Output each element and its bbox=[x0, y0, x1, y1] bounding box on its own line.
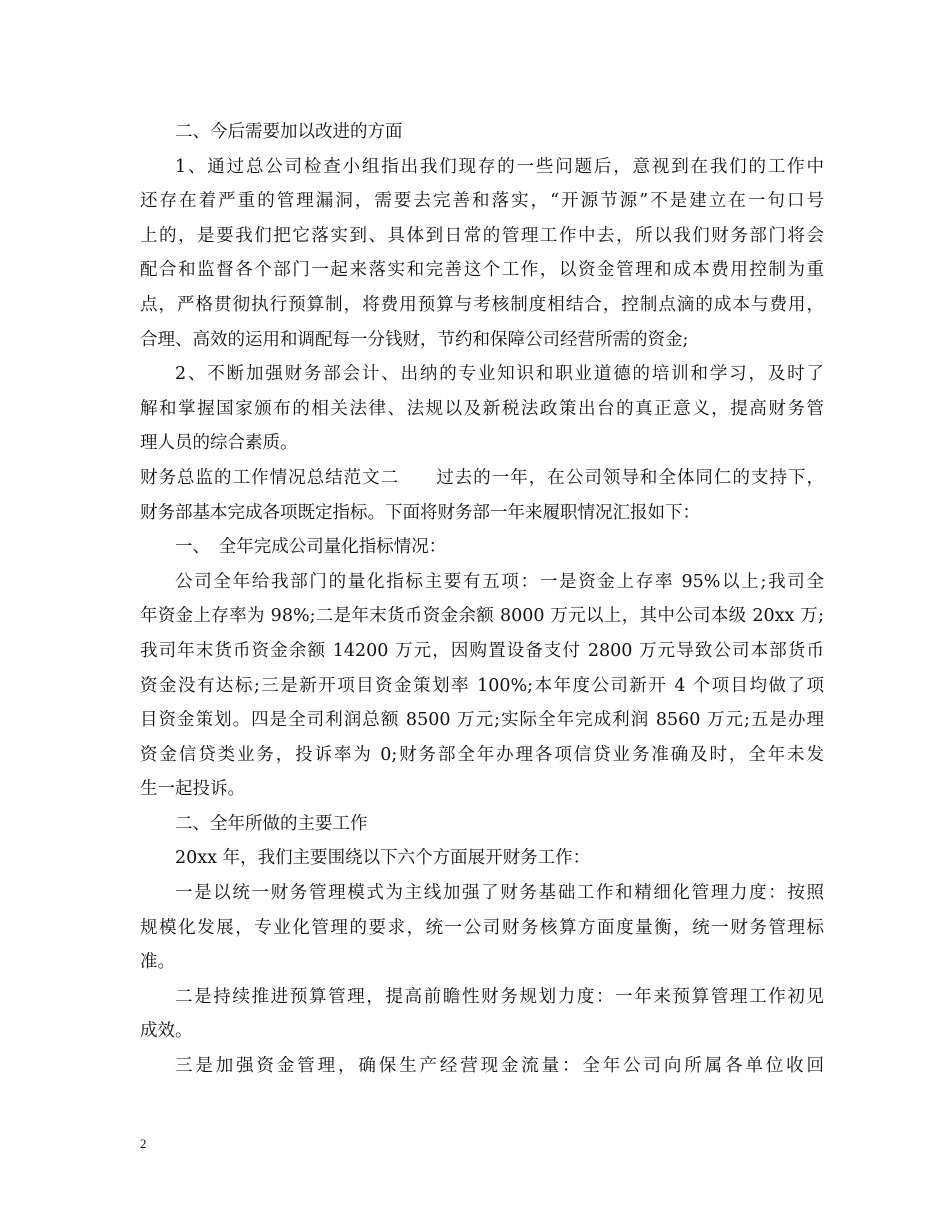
paragraph-line: 资金没有达标;三是新开项目资金策划率 100%;本年度公司新开 4 个项目均做了项 bbox=[140, 675, 824, 696]
paragraph-line: 理人员的综合素质。 bbox=[140, 433, 298, 454]
paragraph-line: 点，严格贯彻执行预算制，将费用预算与考核制度相结合，控制点滴的成本与费用， bbox=[140, 294, 824, 315]
section-heading: 二、今后需要加以改进的方面 bbox=[175, 122, 403, 142]
section-heading: 一、 全年完成公司量化指标情况： bbox=[175, 537, 447, 558]
paragraph-line: 目资金策划。四是全司利润总额 8500 万元;实际全年完成利润 8560 万元;五是办理 bbox=[140, 710, 824, 731]
paragraph-line: 1、通过总公司检查小组指出我们现存的一些问题后，意视到在我们的工作中 bbox=[175, 156, 824, 177]
page-number: 2 bbox=[140, 1136, 147, 1151]
paragraph-line: 规模化发展，专业化管理的要求，统一公司财务核算方面度量衡，统一财务管理标 bbox=[140, 917, 824, 938]
paragraph-line: 上的，是要我们把它落实到、具体到日常的管理工作中去，所以我们财务部门将会 bbox=[140, 225, 824, 246]
paragraph-line: 资金信贷类业务，投诉率为 0;财务部全年办理各项信贷业务准确及时，全年未发 bbox=[140, 744, 824, 765]
document-body bbox=[140, 115, 824, 1084]
paragraph-line: 一是以统一财务管理模式为主线加强了财务基础工作和精细化管理力度：按照 bbox=[175, 883, 824, 904]
paragraph-line: 2、不断加强财务部会计、出纳的专业知识和职业道德的培训和学习，及时了 bbox=[175, 364, 824, 385]
paragraph-line: 解和掌握国家颁布的相关法律、法规以及新税法政策出台的真正意义，提高财务管 bbox=[140, 398, 824, 419]
paragraph-line: 财务部基本完成各项既定指标。下面将财务部一年来履职情况汇报如下： bbox=[140, 502, 700, 523]
paragraph-line: 还存在着严重的管理漏洞，需要去完善和落实，“开源节源”不是建立在一句口号 bbox=[140, 191, 824, 212]
paragraph-line: 成效。 bbox=[140, 1021, 193, 1042]
paragraph-line: 我司年末货币资金余额 14200 万元，因购置设备支付 2800 万元导致公司本部货币 bbox=[140, 640, 824, 661]
paragraph-line: 年资金上存率为 98%;二是年末货币资金余额 8000 万元以上，其中公司本级 20xx 万; bbox=[140, 606, 824, 627]
paragraph-line: 公司全年给我部门的量化指标主要有五项：一是资金上存率 95%以上;我司全 bbox=[175, 571, 824, 592]
section-heading: 二、全年所做的主要工作 bbox=[175, 813, 368, 834]
paragraph-line: 准。 bbox=[140, 952, 175, 973]
paragraph-line: 合理、高效的运用和调配每一分钱财，节约和保障公司经营所需的资金; bbox=[140, 329, 689, 350]
section-title-line: 财务总监的工作情况总结范文二 过去的一年，在公司领导和全体同仁的支持下， bbox=[140, 467, 824, 488]
paragraph-line: 生一起投诉。 bbox=[140, 779, 245, 800]
paragraph-line: 配合和监督各个部门一起来落实和完善这个工作，以资金管理和成本费用控制为重 bbox=[140, 260, 824, 281]
paragraph-line: 三是加强资金管理，确保生产经营现金流量：全年公司向所属各单位收回 bbox=[175, 1056, 824, 1077]
paragraph-line: 二是持续推进预算管理，提高前瞻性财务规划力度：一年来预算管理工作初见 bbox=[175, 986, 824, 1007]
paragraph-line: 20xx 年，我们主要围绕以下六个方面展开财务工作： bbox=[175, 848, 591, 869]
